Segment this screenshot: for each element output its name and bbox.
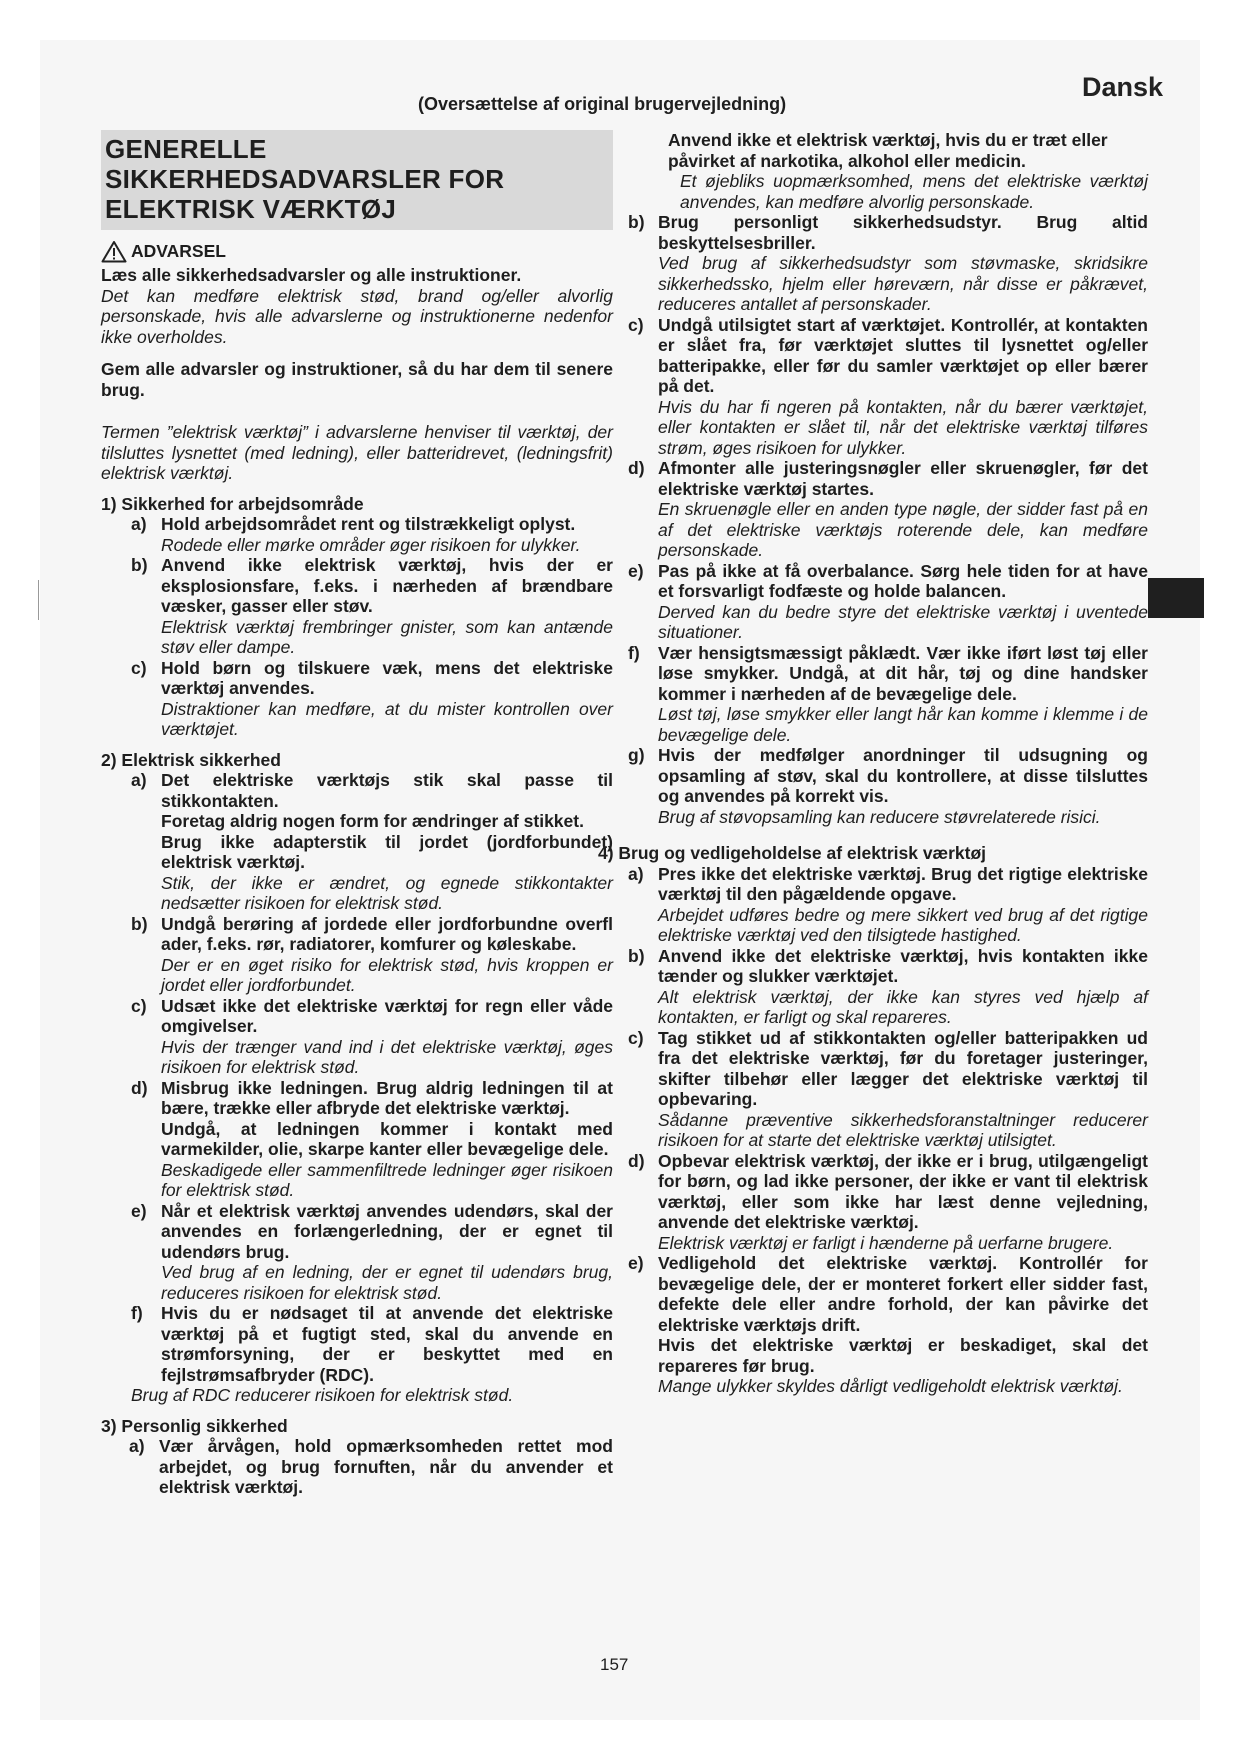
list-item-note: Distraktioner kan medføre, at du mister kontrollen over værktøjet.: [161, 698, 613, 739]
list-item-note: Hvis du har fi ngeren på kontakten, når du bærer værktøjet, eller kontakten er slået til, når det elektriske værktøj tilføres strøm, øges risikoen for ulykker.: [658, 396, 1148, 458]
list-item-note: Hvis der trænger vand ind i det elektriske værktøj, øges risikoen for elektrisk stød.: [161, 1036, 613, 1077]
intro-bold: Læs alle sikkerhedsadvarsler og alle instruktioner.: [101, 265, 522, 285]
list-item-note: Rodede eller mørke områder øger risikoen for ulykker.: [161, 534, 581, 555]
right-column: [598, 130, 1148, 1397]
section-1-title: 1) Sikkerhed for arbejdsområde: [101, 493, 364, 514]
list-item-note: Elektrisk værktøj frembringer gnister, som kan antænde støv eller dampe.: [161, 616, 613, 657]
section-2-title: 2) Elektrisk sikkerhed: [101, 749, 281, 770]
list-item-note: Ved brug af sikkerhedsudstyr som støvmaske, skridsikre sikkerhedssko, hjelm eller høreværn, når disse er påkrævet, reduceres antallet af personskader.: [658, 253, 1148, 314]
list-item: b) Anvend ikke det elektriske værktøj, hvis kontakten ikke tænder og slukker værktøjet.: [628, 945, 1148, 986]
list-item-note: Ved brug af en ledning, der er egnet til udendørs brug, reduceres risikoen for elektrisk stød.: [161, 1262, 613, 1303]
list-item: e) Vedligehold det elektriske værktøj. Kontrollér for bevægelige dele, der er monteret forkert eller sidder fast, defekte dele eller andre forhold, der kan påvirke det elektriske værktøjs drift.: [628, 1253, 1148, 1335]
list-item: g) Hvis der medfølger anordninger til udsugning og opsamling af støv, skal du kontrollere, at disse tilsluttes og anvendes på korrekt vis.: [628, 745, 1148, 806]
list-item: a) Pres ikke det elektriske værktøj. Brug det rigtige elektriske værktøj til den pågældende opgave.: [628, 863, 1148, 904]
list-item: e) Når et elektrisk værktøj anvendes udendørs, skal der anvendes en forlængerledning, der er egnet til udendørs brug.: [131, 1200, 613, 1262]
list-item: c) Udsæt ikke det elektriske værktøj for regn eller våde omgivelser.: [131, 995, 613, 1036]
list-item-note: Beskadigede eller sammenfiltrede ledninger øger risikoen for elektrisk stød.: [161, 1159, 613, 1200]
list-item: f) Hvis du er nødsaget til at anvende det elektriske værktøj på et fugtigt sted, skal du anvende en strømforsyning, der er beskyttet med en fejlstrømsafbryder (RDC).: [131, 1303, 613, 1385]
list-item-note: Der er en øget risiko for elektrisk stød, hvis kroppen er jordet eller jordforbundet.: [161, 954, 613, 995]
section-3-title: 3) Personlig sikkerhed: [101, 1415, 288, 1436]
list-item-note: Arbejdet udføres bedre og mere sikkert ved brug af det rigtige elektriske værktøj ved den tilsigtede hastighed.: [658, 904, 1148, 945]
list-item-extra: Foretag aldrig nogen form for ændringer af stikket.: [161, 811, 584, 831]
list-item-extra: Hvis det elektriske værktøj er beskadiget, skal det repareres før brug.: [658, 1335, 1148, 1376]
list-item-note: Stik, der ikke er ændret, og egnede stikkontakter nedsætter risikoen for elektrisk stød.: [161, 872, 613, 913]
list-item: a) Vær årvågen, hold opmærksomheden rettet mod arbejdet, og brug fornuften, når du anvender et elektrisk værktøj.: [129, 1436, 613, 1497]
list-item-note: Et øjebliks uopmærksomhed, mens det elektriske værktøj anvendes, kan medføre alvorlig personskade.: [680, 171, 1148, 212]
list-item-note: Brug af RDC reducerer risikoen for elektrisk stød.: [131, 1385, 514, 1405]
list-item-note: Mange ulykker skyldes dårligt vedligeholdt elektrisk værktøj.: [658, 1376, 1123, 1396]
list-item: b) Anvend ikke elektrisk værktøj, hvis der er eksplosionsfare, f.eks. i nærheden af brændbare væsker, gasser eller støv.: [131, 555, 613, 616]
list-item: f) Vær hensigtsmæssigt påklædt. Vær ikke iført løst tøj eller løse smykker. Undgå, at dit hår, tøj og dine handsker kommer i nærheden af de bevægelige dele.: [628, 642, 1148, 704]
warning-label: ADVARSEL: [131, 241, 226, 262]
list-item: d) Opbevar elektrisk værktøj, der ikke er i brug, utilgængeligt for børn, og lad ikke personer, der ikke er vant til elektrisk værktøj, eller som ikke har læst denne vejledning, anvende det elektriske værktøj.: [628, 1150, 1148, 1232]
section-4-title: 4) Brug og vedligeholdelse af elektrisk værktøj: [598, 843, 987, 863]
list-item: b) Undgå berøring af jordede eller jordforbundne overfl ader, f.eks. rør, radiatorer, komfurer og køleskabe.: [131, 913, 613, 954]
intro-text: Det kan medføre elektrisk stød, brand og/eller alvorlig personskade, hvis alle advarslerne og instruktionerne nedenfor ikke overholdes.: [101, 285, 613, 347]
document-subtitle: (Oversættelse af original brugervejledning): [418, 94, 787, 114]
list-item-note: Elektrisk værktøj er farligt i hænderne på uerfarne brugere.: [658, 1232, 1114, 1253]
warning-triangle-icon: [101, 240, 127, 263]
list-item: c) Undgå utilsigtet start af værktøjet. Kontrollér, at kontakten er slået fra, før værktøjet sluttes til lysnettet og/eller batteripakke, eller før du samler værktøjet op eller bærer på det.: [628, 314, 1148, 396]
list-item: a) Det elektriske værktøjs stik skal passe til stikkontakten.: [131, 770, 613, 811]
list-item-note: Derved kan du bedre styre det elektriske værktøj i uventede situationer.: [658, 601, 1148, 642]
list-item-extra: Anvend ikke et elektrisk værktøj, hvis du er træt eller påvirket af narkotika, alkohol eller medicin.: [668, 130, 1108, 171]
list-item-extra: Undgå, at ledningen kommer i kontakt med varmekilder, olie, skarpe kanter eller bevægelige dele.: [161, 1118, 613, 1159]
list-item: c) Hold børn og tilskuere væk, mens det elektriske værktøj anvendes.: [131, 657, 613, 698]
list-item-note: Brug af støvopsamling kan reducere støvrelaterede risici.: [658, 806, 1101, 827]
language-label: Dansk: [1081, 72, 1163, 102]
intro-keep: Gem alle advarsler og instruktioner, så du har dem til senere brug.: [101, 359, 613, 400]
list-item: d) Afmonter alle justeringsnøgler eller skruenøgler, før det elektriske værktøj startes.: [628, 458, 1148, 499]
list-item: b) Brug personligt sikkerhedsudstyr. Brug altid beskyttelsesbriller.: [628, 212, 1148, 253]
list-item-note: Alt elektrisk værktøj, der ikke kan styres ved hjælp af kontakten, er farligt og skal repareres.: [658, 986, 1148, 1027]
page-title: GENERELLE SIKKERHEDSADVARSLER FOR ELEKTRISK VÆRKTØJ: [101, 130, 613, 230]
left-column: [101, 130, 613, 1498]
list-item: c) Tag stikket ud af stikkontakten og/eller batteripakken ud fra det elektriske værktøj, før du foretager justeringer, skifter tilbehør eller lægger det elektriske værktøj til opbevaring.: [628, 1027, 1148, 1109]
list-item-note: En skruenøgle eller en anden type nøgle, der sidder fast på en af det elektriske værktøjs roterende dele, kan medføre personskade.: [658, 499, 1148, 560]
list-item-note: Sådanne præventive sikkerhedsforanstaltninger reducerer risikoen for at starte det elektriske værktøj utilsigtet.: [658, 1109, 1148, 1150]
page-number: 157: [600, 1655, 629, 1674]
list-item: d) Misbrug ikke ledningen. Brug aldrig ledningen til at bære, trække eller afbryde det elektriske værktøj.: [131, 1077, 613, 1118]
margin-line: [38, 580, 39, 620]
list-item-extra: Brug ikke adapterstik til jordet (jordforbundet) elektrisk værktøj.: [161, 831, 613, 872]
list-item: a) Hold arbejdsområdet rent og tilstrækkeligt oplyst.: [131, 514, 576, 534]
section-tab-marker: [1148, 578, 1204, 618]
list-item-note: Løst tøj, løse smykker eller langt hår kan komme i klemme i de bevægelige dele.: [658, 704, 1148, 745]
list-item: e) Pas på ikke at få overbalance. Sørg hele tiden for at have et forsvarligt fodfæste og holde balancen.: [628, 560, 1148, 601]
warning-heading: [101, 240, 613, 263]
intro-term: Termen ”elektrisk værktøj” i advarslerne henviser til værktøj, der tilsluttes lysnettet (med ledning), eller batteridrevet, (ledningsfrit) elektrisk værktøj.: [101, 422, 613, 483]
